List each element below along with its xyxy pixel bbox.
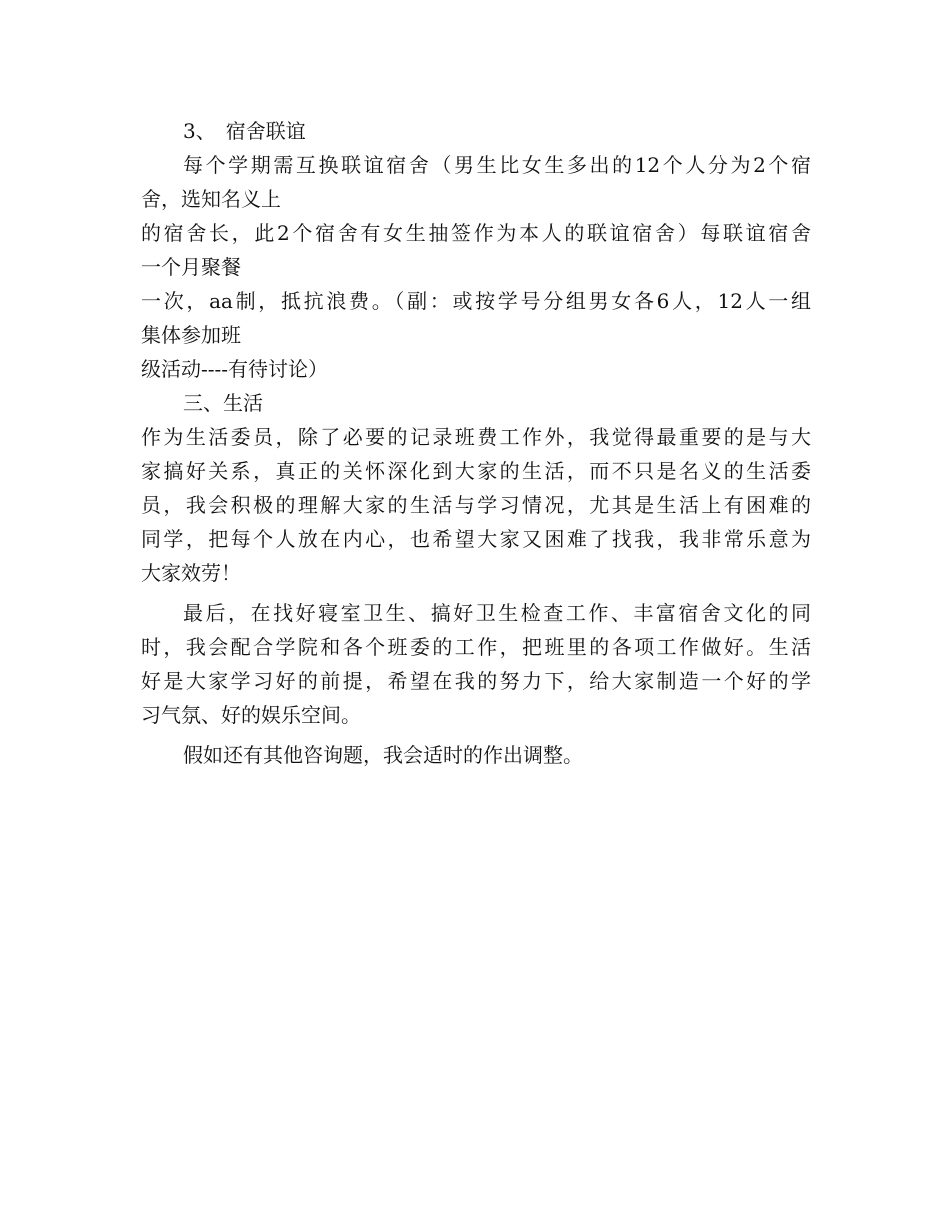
paragraph-line: 集体参加班	[141, 323, 241, 347]
paragraph-line: 好是大家学习好的前提，希望在我的努力下，给大家制造一个好的学	[141, 669, 811, 693]
paragraph-line: 每个学期需互换联谊宿舍（男生比女生多出的12个人分为2个宿	[183, 153, 811, 177]
paragraph-line: 假如还有其他咨询题，我会适时的作出调整。	[183, 743, 583, 767]
paragraph-line: 一个月聚餐	[141, 255, 241, 279]
paragraph-line: 一次，aa制，抵抗浪费。（副：或按学号分组男女各6人，12人一组	[141, 289, 811, 313]
paragraph-line: 同学，把每个人放在内心，也希望大家又困难了找我，我非常乐意为	[141, 527, 811, 551]
document-body	[141, 114, 811, 772]
paragraph-line: 级活动----有待讨论）	[141, 357, 329, 381]
paragraph-line: 大家效劳！	[141, 561, 241, 585]
paragraph-line: 最后，在找好寝室卫生、搞好卫生检查工作、丰富宿舍文化的同	[183, 601, 811, 625]
paragraph-line: 的宿舍长，此2个宿舍有女生抽签作为本人的联谊宿舍）每联谊宿舍	[141, 221, 811, 245]
paragraph-line: 舍，选知名义上	[141, 187, 281, 211]
paragraph-line: 作为生活委员，除了必要的记录班费工作外，我觉得最重要的是与大	[141, 425, 811, 449]
section-heading-dorm-friendship: 3、 宿舍联谊	[183, 119, 306, 143]
paragraph-line: 时，我会配合学院和各个班委的工作，把班里的各项工作做好。生活	[141, 635, 811, 659]
paragraph-line: 员，我会积极的理解大家的生活与学习情况，尤其是生活上有困难的	[141, 493, 811, 517]
paragraph-line: 家搞好关系，真正的关怀深化到大家的生活，而不只是名义的生活委	[141, 459, 811, 483]
paragraph-line: 习气氛、好的娱乐空间。	[141, 703, 361, 727]
section-heading-life: 三、生活	[183, 391, 263, 415]
